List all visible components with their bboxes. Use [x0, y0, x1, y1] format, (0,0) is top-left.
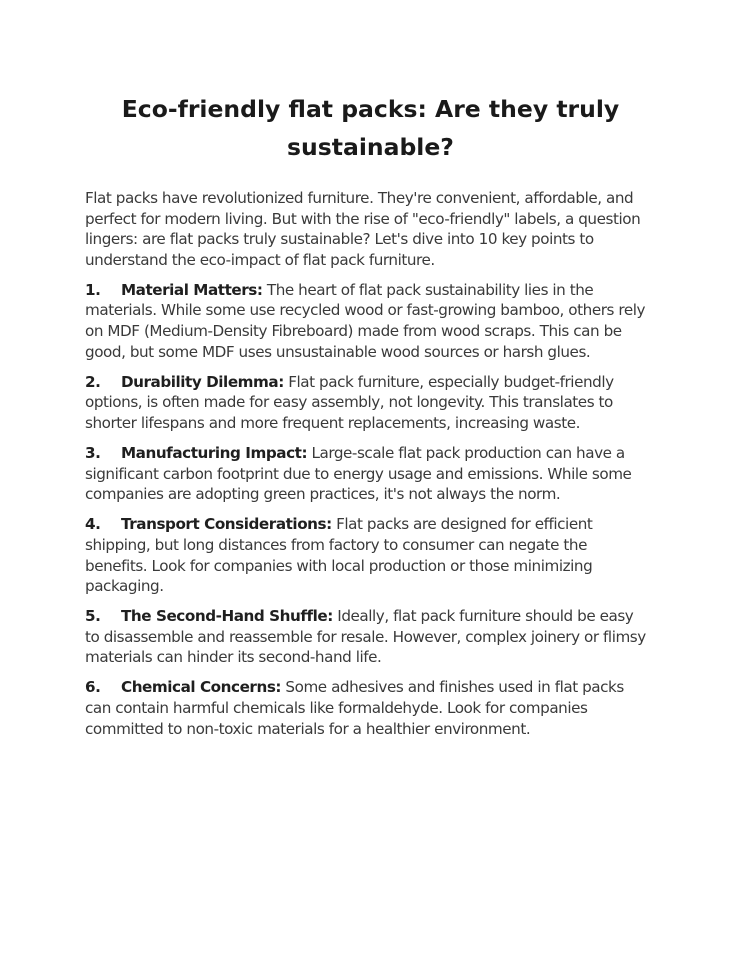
item-text: Flat packs are designed for efficient shipping, but long distances from factory to consumer can negate the benefits. Look for companies with local production or those minimizing packaging. — [85, 515, 593, 596]
item-heading: Transport Considerations: — [121, 515, 332, 534]
item-text: Large-scale flat pack production can have a significant carbon footprint due to energy usage and emissions. While some companies are adopting green practices, it's not always the norm. — [85, 444, 632, 504]
page-title: Eco-friendly flat packs: Are they truly sustainable? — [121, 95, 620, 161]
item-number: 4. — [85, 515, 101, 534]
list-item — [85, 677, 651, 739]
item-number: 5. — [85, 607, 101, 626]
item-text: The heart of flat pack sustainability lies in the materials. While some use recycled wood or fast-growing bamboo, others rely on MDF (Medium-Density Fibreboard) made from wood scraps. This can be good, but some MDF uses unsustainable wood sources or harsh glues. — [85, 280, 646, 361]
item-heading: Durability Dilemma: — [121, 372, 284, 391]
item-text: Ideally, flat pack furniture should be easy to disassemble and reassemble for resale. However, complex joinery or flimsy materials can hinder its second-hand life. — [85, 607, 646, 667]
list-item — [85, 514, 651, 596]
item-number: 6. — [85, 678, 101, 697]
item-number: 2. — [85, 372, 101, 391]
item-heading: The Second-Hand Shuffle: — [121, 607, 333, 626]
intro-paragraph: Flat packs have revolutionized furniture. They're convenient, affordable, and perfect for modern living. But with the rise of "eco-friendly" labels, a question lingers: are flat packs truly sustainable? Let's dive into 10 key points to understand the eco-impact of flat pack furniture. — [85, 189, 641, 269]
list-item — [85, 280, 651, 362]
item-heading: Chemical Concerns: — [121, 678, 282, 697]
item-number: 3. — [85, 444, 101, 463]
list-item — [85, 443, 651, 505]
item-heading: Manufacturing Impact: — [121, 444, 308, 463]
article-body — [85, 188, 651, 749]
item-number: 1. — [85, 280, 101, 299]
item-text: Flat pack furniture, especially budget-friendly options, is often made for easy assembly, not longevity. This translates to shorter lifespans and more frequent replacements, increasing waste. — [85, 372, 614, 432]
list-item — [85, 372, 651, 434]
list-item — [85, 606, 651, 668]
item-text: Some adhesives and finishes used in flat packs can contain harmful chemicals like formaldehyde. Look for companies committed to non-toxic materials for a healthier environment. — [85, 678, 624, 738]
item-heading: Material Matters: — [121, 280, 263, 299]
